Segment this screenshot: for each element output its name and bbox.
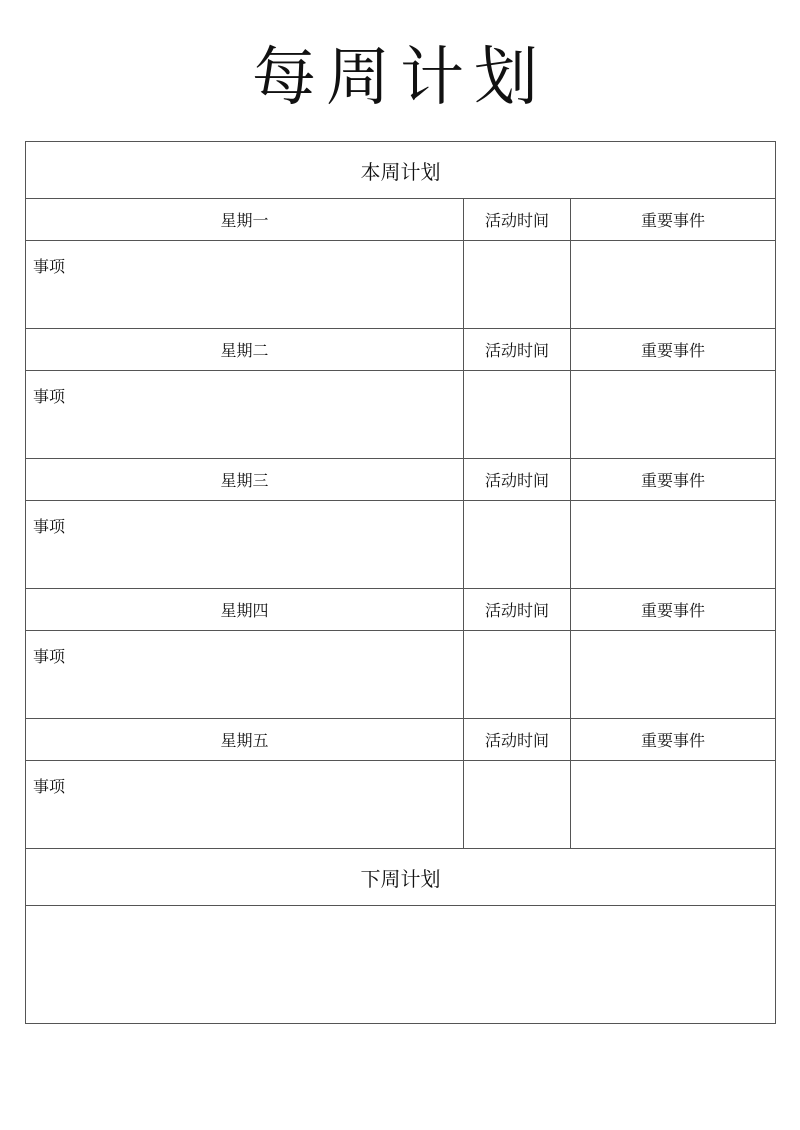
items-label: 事项 [33, 257, 66, 276]
day-label-wednesday: 星期三 [26, 459, 464, 501]
next-week-header-row [26, 849, 776, 906]
page-title: 每周计划 [252, 41, 548, 115]
items-label: 事项 [33, 647, 66, 666]
day-header-row [26, 589, 776, 631]
day-label-thursday: 星期四 [26, 589, 464, 631]
items-label: 事项 [33, 777, 66, 796]
next-week-notes-cell[interactable] [26, 906, 776, 1024]
activity-time-header: 活动时间 [464, 199, 571, 241]
items-cell-wednesday[interactable] [26, 501, 464, 589]
activity-time-cell-tuesday[interactable] [464, 371, 571, 459]
activity-time-cell-thursday[interactable] [464, 631, 571, 719]
important-event-header: 重要事件 [571, 719, 776, 761]
day-label-friday: 星期五 [26, 719, 464, 761]
important-event-cell-wednesday[interactable] [571, 501, 776, 589]
important-event-header: 重要事件 [571, 459, 776, 501]
day-header-row [26, 459, 776, 501]
important-event-cell-tuesday[interactable] [571, 371, 776, 459]
important-event-cell-monday[interactable] [571, 241, 776, 329]
day-label-monday: 星期一 [26, 199, 464, 241]
day-body-row [26, 501, 776, 589]
items-cell-friday[interactable] [26, 761, 464, 849]
day-body-row [26, 241, 776, 329]
next-week-body-row [26, 906, 776, 1024]
activity-time-header: 活动时间 [464, 459, 571, 501]
items-cell-monday[interactable] [26, 241, 464, 329]
important-event-header: 重要事件 [571, 199, 776, 241]
day-label-tuesday: 星期二 [26, 329, 464, 371]
day-header-row [26, 329, 776, 371]
next-week-heading: 下周计划 [26, 849, 776, 906]
activity-time-cell-monday[interactable] [464, 241, 571, 329]
day-body-row [26, 371, 776, 459]
day-header-row [26, 719, 776, 761]
activity-time-header: 活动时间 [464, 719, 571, 761]
items-cell-thursday[interactable] [26, 631, 464, 719]
day-header-row [26, 199, 776, 241]
activity-time-header: 活动时间 [464, 329, 571, 371]
important-event-cell-thursday[interactable] [571, 631, 776, 719]
items-cell-tuesday[interactable] [26, 371, 464, 459]
activity-time-header: 活动时间 [464, 589, 571, 631]
day-body-row [26, 631, 776, 719]
items-label: 事项 [33, 387, 66, 406]
activity-time-cell-wednesday[interactable] [464, 501, 571, 589]
this-week-heading: 本周计划 [26, 142, 776, 199]
day-body-row [26, 761, 776, 849]
important-event-cell-friday[interactable] [571, 761, 776, 849]
important-event-header: 重要事件 [571, 589, 776, 631]
items-label: 事项 [33, 517, 66, 536]
this-week-header-row [26, 142, 776, 199]
important-event-header: 重要事件 [571, 329, 776, 371]
activity-time-cell-friday[interactable] [464, 761, 571, 849]
weekly-plan-table [25, 141, 776, 1024]
